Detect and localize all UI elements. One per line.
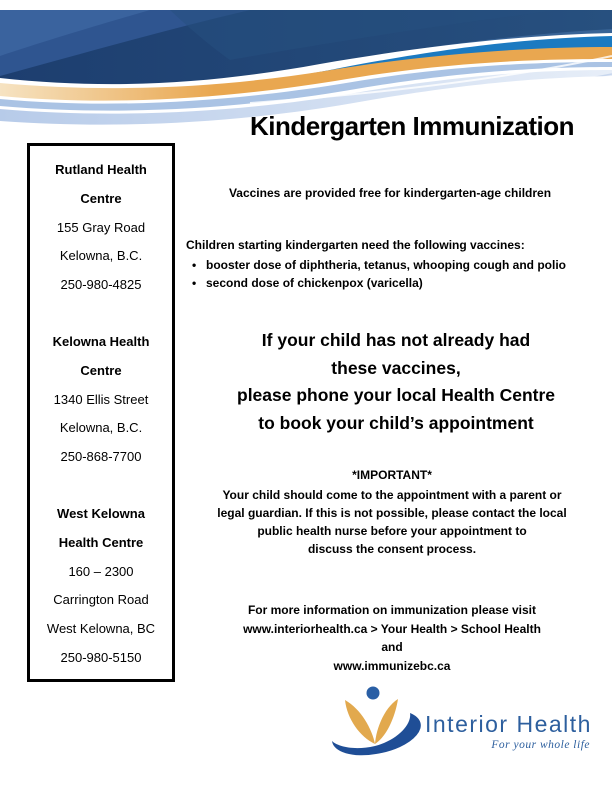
- logo-wordmark: Interior Health: [425, 711, 592, 737]
- cta-line: please phone your local Health Centre: [237, 385, 555, 405]
- important-paragraph: [180, 486, 604, 558]
- health-centre-rutland: [30, 156, 172, 300]
- centre-address-line: Carrington Road: [53, 592, 149, 608]
- vaccine-bullet-list: [190, 256, 600, 292]
- cta-line: to book your child’s appointment: [258, 412, 534, 433]
- centre-address-line: 1340 Ellis Street: [53, 391, 149, 407]
- logo-figure-body-icon: [375, 699, 398, 744]
- health-centre-kelowna: [30, 328, 172, 472]
- centre-name-line: Rutland Health: [55, 162, 147, 177]
- interior-health-logo: [318, 686, 612, 786]
- centre-phone: 250-980-4825: [60, 277, 142, 293]
- centre-name-line: West Kelowna: [57, 505, 145, 521]
- vaccine-bullet: • booster dose of diphtheria, tetanus, whooping cough and polio: [190, 256, 600, 274]
- cta-line: If your child has not already had: [261, 330, 531, 350]
- centre-address-line: 155 Gray Road: [56, 219, 146, 235]
- centre-name-line: Centre: [80, 362, 122, 378]
- cta-line: these vaccines,: [331, 357, 461, 378]
- centre-phone: 250-980-5150: [60, 649, 142, 665]
- call-to-action: [180, 327, 612, 437]
- logo-figure-body-icon: [345, 700, 375, 744]
- info-link-interiorhealth: www.interiorhealth.ca > Your Health > School Health: [243, 621, 541, 636]
- centre-name-line: Kelowna Health: [52, 333, 150, 349]
- info-line: For more information on immunization please visit: [247, 603, 537, 617]
- centre-address-line: Kelowna, B.C.: [59, 420, 143, 436]
- vaccine-bullet: • second dose of chickenpox (varicella): [190, 274, 600, 292]
- important-line: legal guardian. If this is not possible, please contact the local: [217, 506, 567, 520]
- more-info-block: [180, 601, 604, 675]
- logo-tagline: For your whole life: [491, 739, 590, 751]
- important-heading: *IMPORTANT*: [352, 468, 432, 482]
- important-line: discuss the consent process.: [307, 542, 477, 556]
- page-title: Kindergarten Immunization: [249, 111, 575, 141]
- important-line: public health nurse before your appointment to: [257, 524, 527, 538]
- health-centre-contact-box: [27, 143, 175, 682]
- centre-address-line: 160 – 2300: [68, 563, 134, 579]
- logo-swoosh-icon: [332, 713, 421, 755]
- centre-address-line: West Kelowna, BC: [46, 621, 156, 637]
- centre-address-line: Kelowna, B.C.: [59, 248, 143, 264]
- centre-phone: 250-868-7700: [60, 449, 142, 465]
- vaccines-intro: Children starting kindergarten need the following vaccines:: [186, 238, 525, 252]
- health-centre-west-kelowna: [30, 500, 172, 673]
- centre-name-line: Centre: [80, 190, 122, 206]
- info-line: and: [381, 640, 403, 654]
- info-link-immunizebc: www.immunizebc.ca: [333, 658, 451, 673]
- logo-figure-head-icon: [367, 687, 380, 700]
- centre-name-line: Health Centre: [58, 534, 144, 550]
- free-vaccines-notice: Vaccines are provided free for kindergarten-age children: [228, 186, 552, 200]
- important-line: Your child should come to the appointment with a parent or: [222, 488, 562, 502]
